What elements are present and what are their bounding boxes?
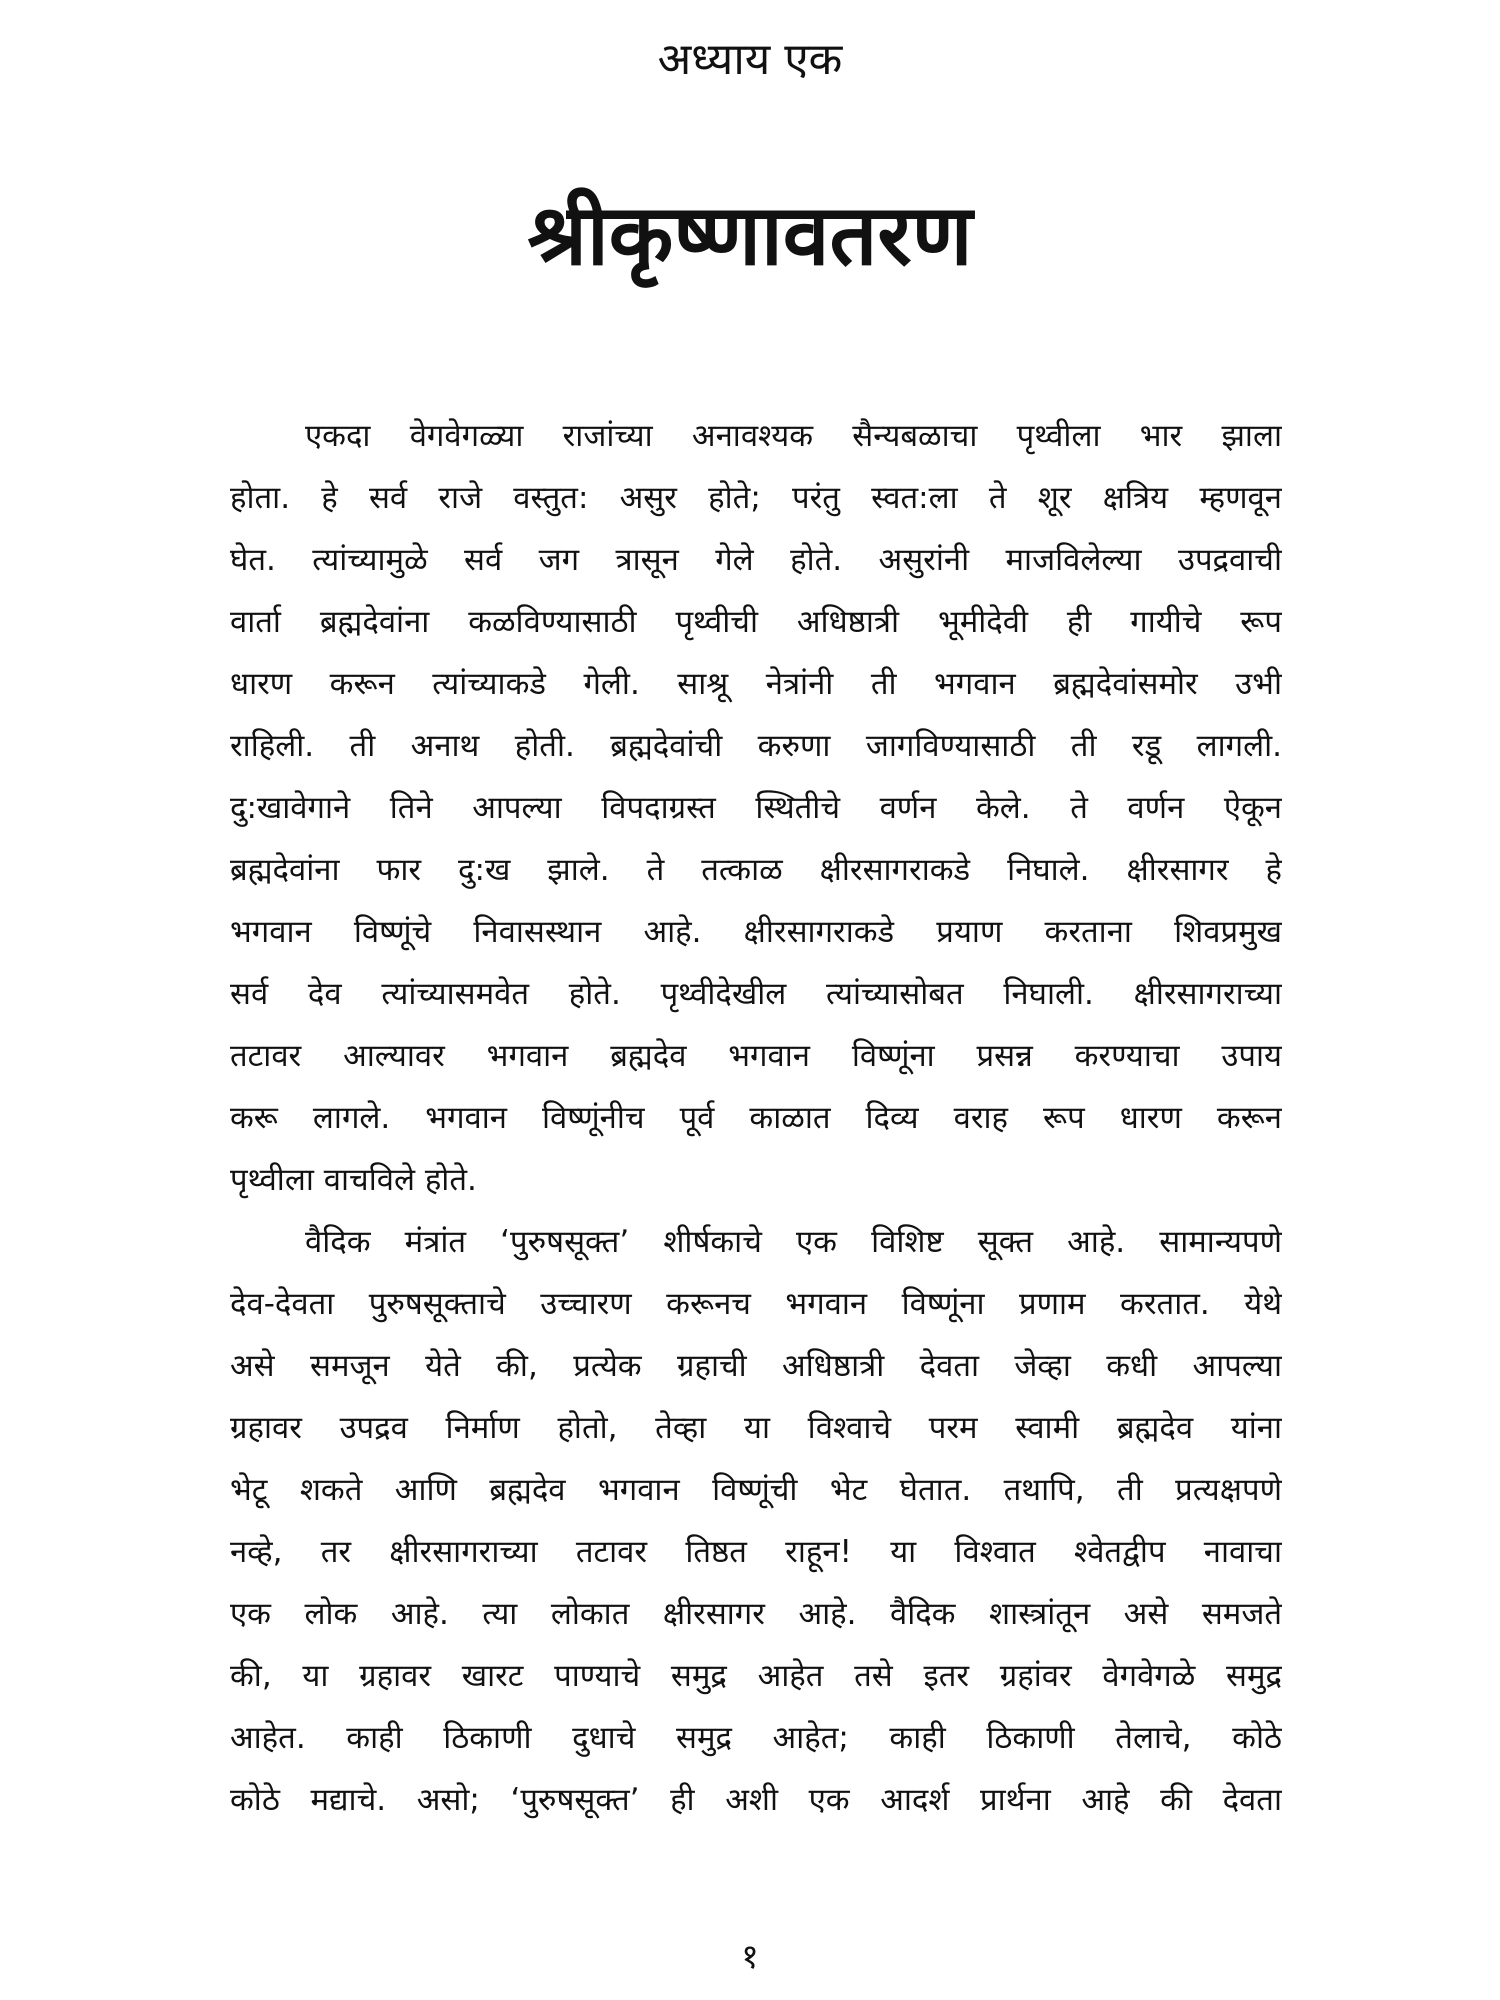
paragraph-1 — [230, 405, 1282, 1211]
text-line: भेटू शकते आणि ब्रह्मदेव भगवान विष्णूंची भेट घेतात. तथापि, ती प्रत्यक्षपणे — [230, 1472, 1282, 1508]
text-line: राहिली. ती अनाथ होती. ब्रह्मदेवांची करुणा जागविण्यासाठी ती रडू लागली. — [230, 728, 1282, 764]
page-number: १ — [741, 1937, 759, 1977]
text-line: एकदा वेगवेगळ्या राजांच्या अनावश्यक सैन्यबळाचा पृथ्वीला भार झाला — [305, 418, 1282, 454]
text-line: सर्व देव त्यांच्यासमवेत होते. पृथ्वीदेखील त्यांच्यासोबत निघाली. क्षीरसागराच्या — [230, 976, 1282, 1012]
text-line: आहेत. काही ठिकाणी दुधाचे समुद्र आहेत; काही ठिकाणी तेलाचे, कोठे — [230, 1720, 1282, 1756]
text-line: नव्हे, तर क्षीरसागराच्या तटावर तिष्ठत राहून! या विश्वात श्वेतद्वीप नावाचा — [230, 1534, 1282, 1570]
chapter-label: अध्याय एक — [657, 34, 843, 85]
text-line: वार्ता ब्रह्मदेवांना कळविण्यासाठी पृथ्वीची अधिष्ठात्री भूमीदेवी ही गायीचे रूप — [230, 604, 1282, 640]
text-line: एक लोक आहे. त्या लोकात क्षीरसागर आहे. वैदिक शास्त्रांतून असे समजते — [230, 1596, 1282, 1632]
text-line: पृथ्वीला वाचविले होते. — [230, 1162, 477, 1198]
text-line: असे समजून येते की, प्रत्येक ग्रहाची अधिष्ठात्री देवता जेव्हा कधी आपल्या — [230, 1348, 1282, 1384]
text-line: भगवान विष्णूंचे निवासस्थान आहे. क्षीरसागराकडे प्रयाण करताना शिवप्रमुख — [230, 914, 1282, 950]
text-line: कोठे मद्याचे. असो; ‘पुरुषसूक्त’ ही अशी एक आदर्श प्रार्थना आहे की देवता — [230, 1782, 1282, 1818]
text-line: की, या ग्रहावर खारट पाण्याचे समुद्र आहेत तसे इतर ग्रहांवर वेगवेगळे समुद्र — [230, 1658, 1282, 1694]
paragraph-2 — [230, 1211, 1282, 1831]
text-line: देव-देवता पुरुषसूक्ताचे उच्चारण करूनच भगवान विष्णूंना प्रणाम करतात. येथे — [230, 1286, 1282, 1322]
chapter-title: श्रीकृष्णावतरण — [527, 186, 973, 284]
text-line: तटावर आल्यावर भगवान ब्रह्मदेव भगवान विष्णूंना प्रसन्न करण्याचा उपाय — [230, 1038, 1282, 1074]
text-line: धारण करून त्यांच्याकडे गेली. साश्रू नेत्रांनी ती भगवान ब्रह्मदेवांसमोर उभी — [230, 666, 1282, 702]
text-line: ब्रह्मदेवांना फार दु:ख झाले. ते तत्काळ क्षीरसागराकडे निघाले. क्षीरसागर हे — [230, 852, 1282, 888]
text-line: दु:खावेगाने तिने आपल्या विपदाग्रस्त स्थितीचे वर्णन केले. ते वर्णन ऐकून — [230, 790, 1282, 826]
text-line: होता. हे सर्व राजे वस्तुत: असुर होते; परंतु स्वत:ला ते शूर क्षत्रिय म्हणवून — [230, 480, 1282, 516]
text-line: वैदिक मंत्रांत ‘पुरुषसूक्त’ शीर्षकाचे एक विशिष्ट सूक्त आहे. सामान्यपणे — [305, 1224, 1282, 1260]
text-line: घेत. त्यांच्यामुळे सर्व जग त्रासून गेले होते. असुरांनी माजविलेल्या उपद्रवाची — [230, 542, 1282, 578]
text-line: करू लागले. भगवान विष्णूंनीच पूर्व काळात दिव्य वराह रूप धारण करून — [230, 1100, 1282, 1136]
body-text — [230, 405, 1282, 1831]
text-line: ग्रहावर उपद्रव निर्माण होतो, तेव्हा या विश्वाचे परम स्वामी ब्रह्मदेव यांना — [230, 1410, 1282, 1446]
